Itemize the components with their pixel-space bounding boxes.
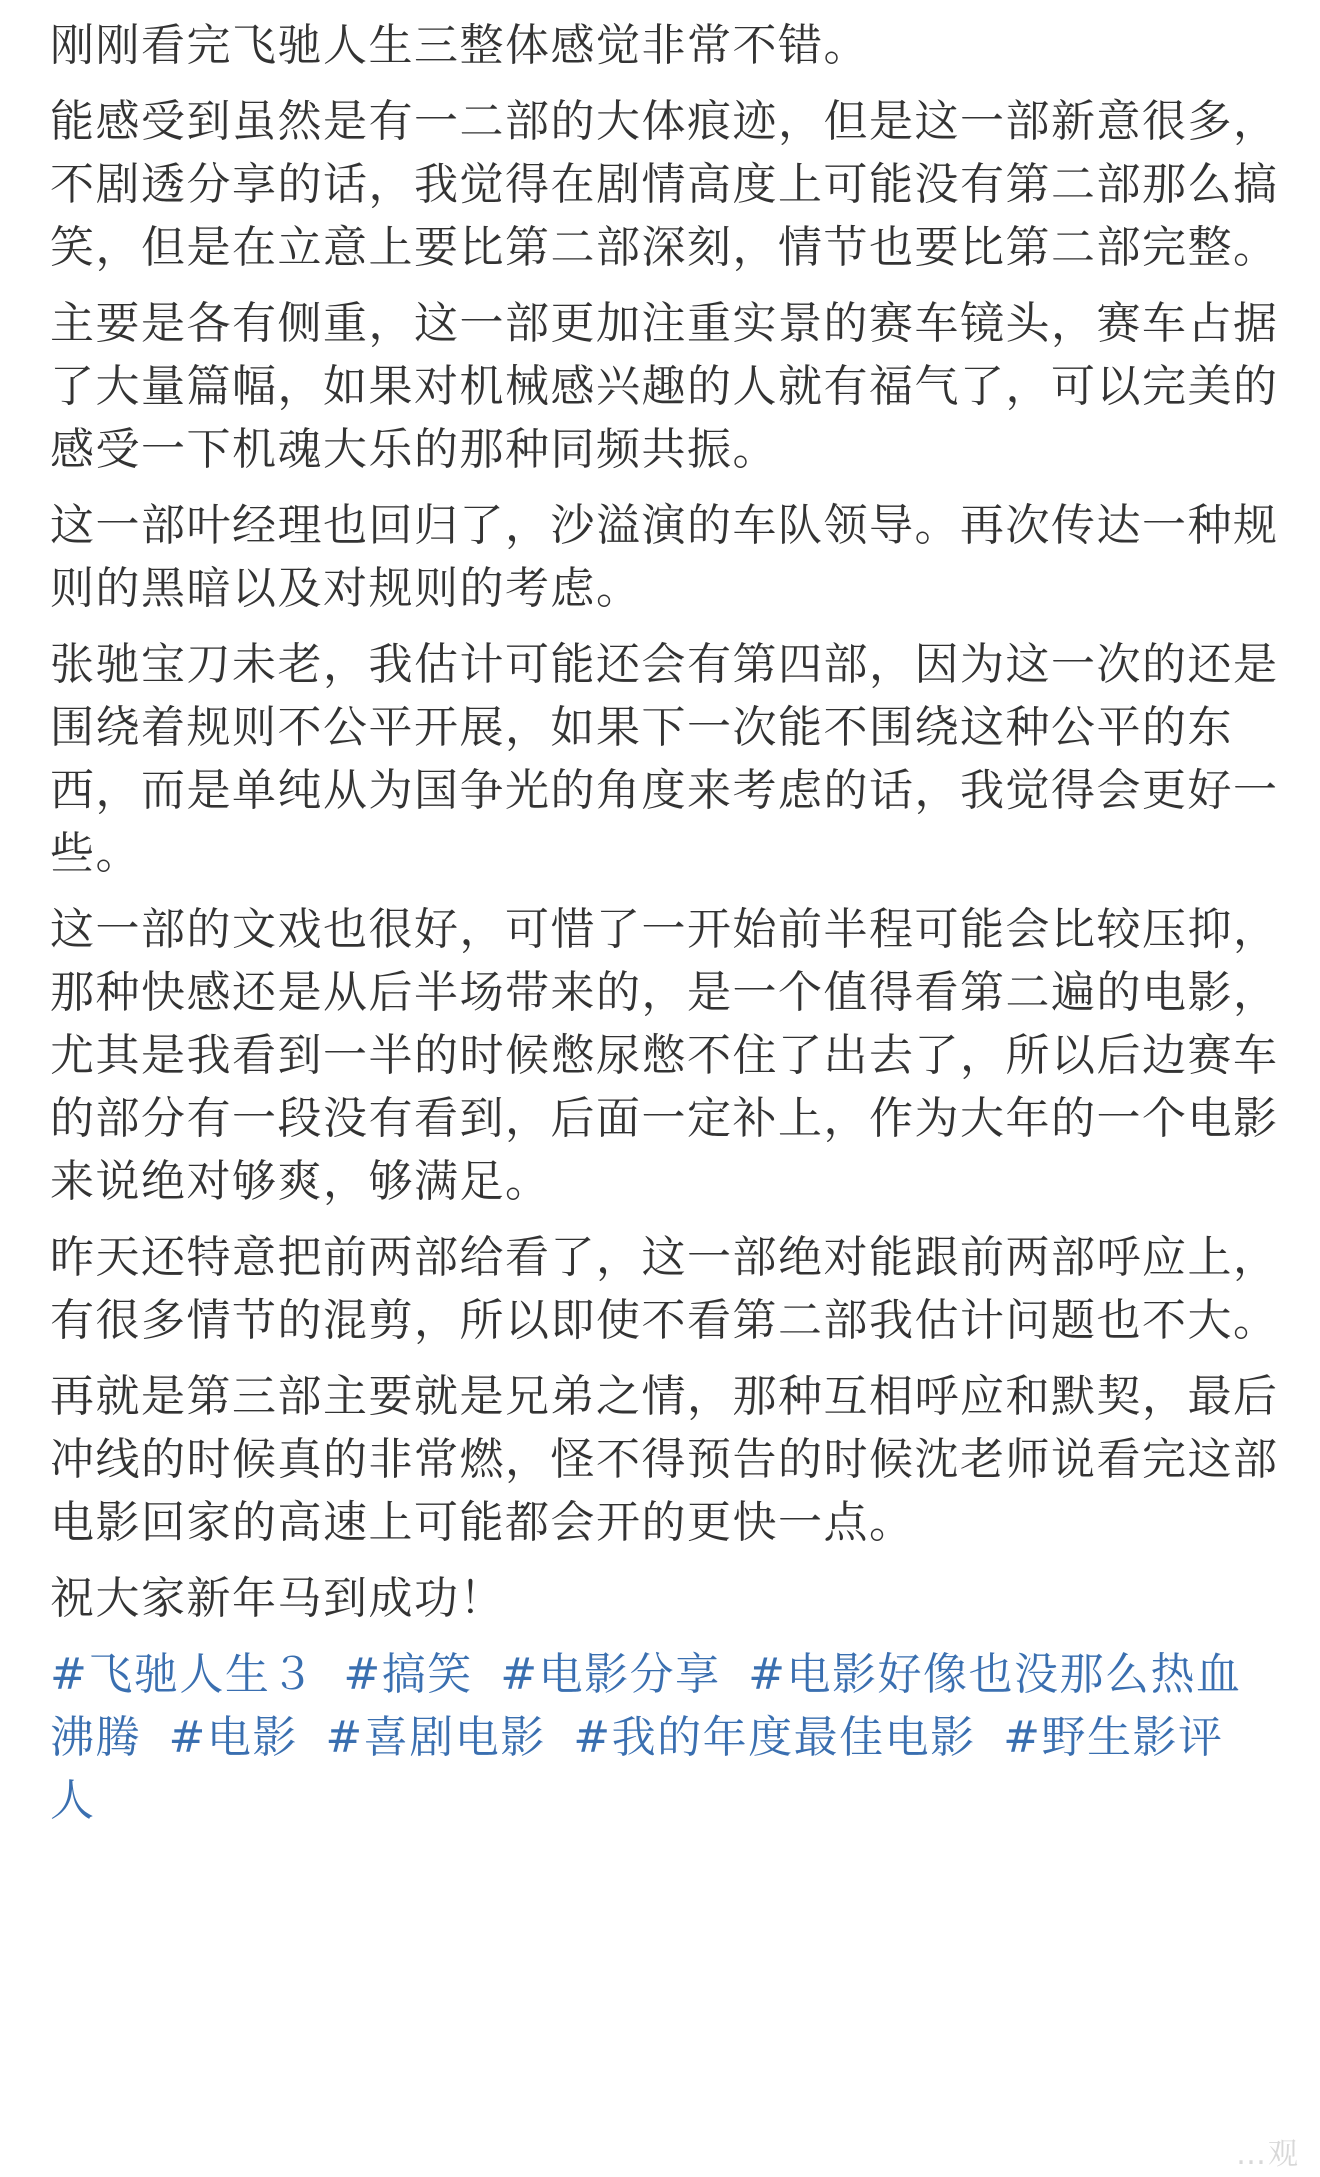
- hashtag-link[interactable]: #电影: [168, 1712, 298, 1763]
- hashtag-link[interactable]: #野生影评人: [50, 1712, 1224, 1826]
- post-body: [50, 0, 1280, 1832]
- post-paragraph: 再就是第三部主要就是兄弟之情，那种互相呼应和默契，最后冲线的时候真的非常燃，怪不得预告的时候沈老师说看完这部电影回家的高速上可能都会开的更快一点。: [50, 1371, 1279, 1548]
- post-paragraph: 能感受到虽然是有一二部的大体痕迹，但是这一部新意很多，不剧透分享的话，我觉得在剧情高度上可能没有第二部那么搞笑，但是在立意上要比第二部深刻，情节也要比第二部完整。: [50, 96, 1279, 273]
- hashtag-link[interactable]: #我的年度最佳电影: [573, 1712, 976, 1763]
- post-paragraph: 昨天还特意把前两部给看了，这一部绝对能跟前两部呼应上，有很多情节的混剪，所以即使不看第二部我估计问题也不大。: [50, 1232, 1279, 1346]
- hashtag-link[interactable]: #喜剧电影: [325, 1712, 546, 1763]
- post-paragraph: 刚刚看完飞驰人生三整体感觉非常不错。: [50, 20, 869, 71]
- hashtag-link[interactable]: #搞笑: [343, 1649, 473, 1700]
- hashtag-link[interactable]: #飞驰人生３: [50, 1649, 316, 1700]
- hashtag-link[interactable]: #电影分享: [500, 1649, 721, 1700]
- post-paragraph: 张驰宝刀未老，我估计可能还会有第四部，因为这一次的还是围绕着规则不公平开展，如果下一次能不围绕这种公平的东西，而是单纯从为国争光的角度来考虑的话，我觉得会更好一些。: [50, 639, 1279, 879]
- watermark: …观: [1236, 2137, 1300, 2172]
- post-paragraph: 这一部叶经理也回归了，沙溢演的车队领导。再次传达一种规则的黑暗以及对规则的考虑。: [50, 500, 1279, 614]
- post-paragraph: 这一部的文戏也很好，可惜了一开始前半程可能会比较压抑，那种快感还是从后半场带来的，是一个值得看第二遍的电影，尤其是我看到一半的时候憋尿憋不住了出去了，所以后边赛车的部分有一段没有看到，后面一定补上，作为大年的一个电影来说绝对够爽，够满足。: [50, 904, 1279, 1207]
- hashtag-list: [50, 1643, 1280, 1832]
- hashtag-link[interactable]: #电影好像也没那么热血沸腾: [50, 1649, 1242, 1763]
- post-paragraph: 祝大家新年马到成功！: [50, 1573, 505, 1624]
- post-paragraph: 主要是各有侧重，这一部更加注重实景的赛车镜头，赛车占据了大量篇幅，如果对机械感兴趣的人就有福气了，可以完美的感受一下机魂大乐的那种同频共振。: [50, 298, 1279, 475]
